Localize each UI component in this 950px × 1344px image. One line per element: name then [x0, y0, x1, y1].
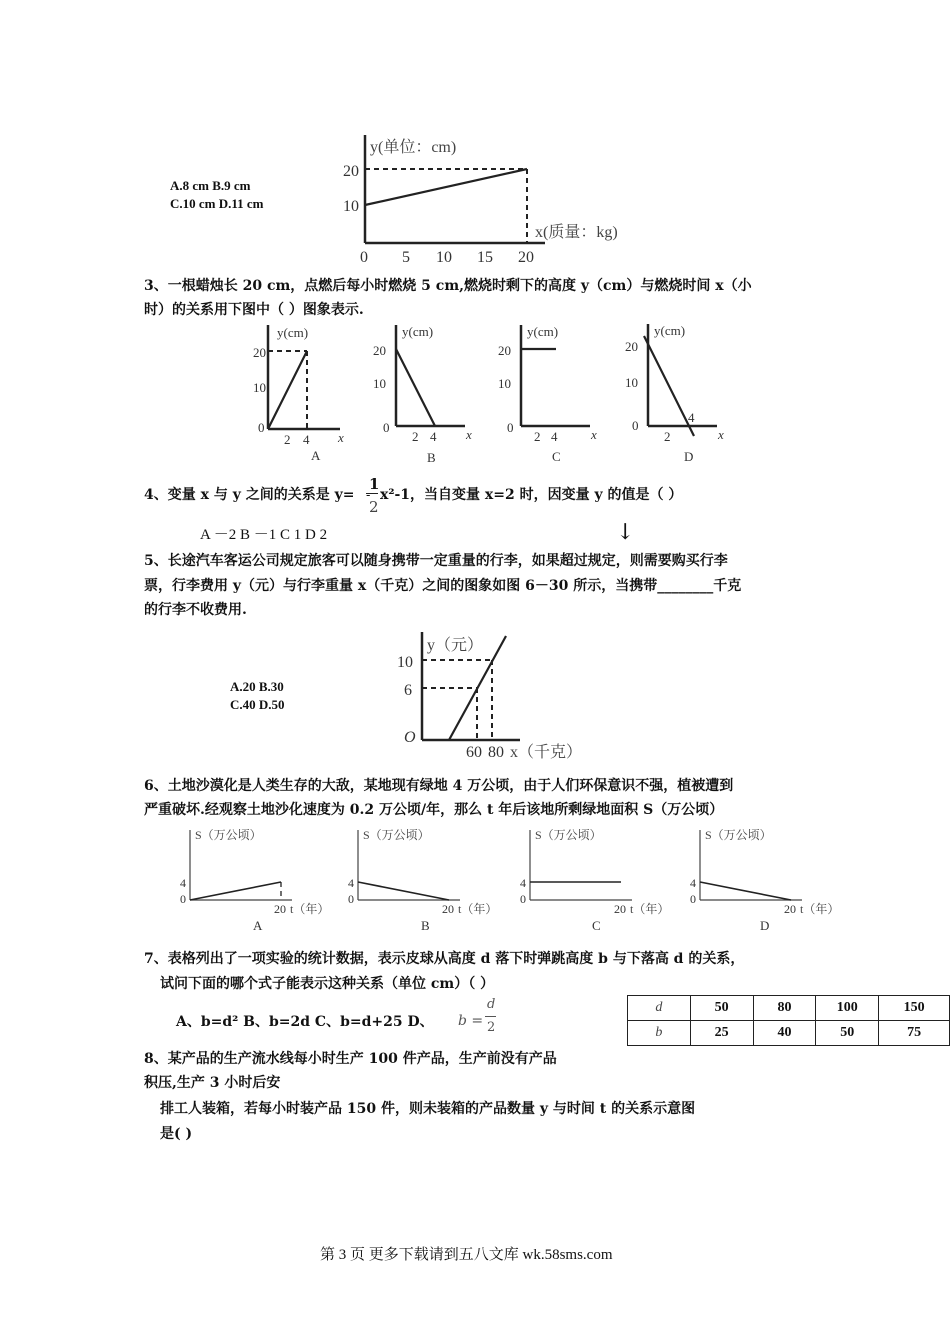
svg-text:0: 0 [507, 420, 514, 435]
q4-frac-num: 1 [369, 475, 380, 493]
svg-text:y(cm): y(cm) [654, 323, 686, 338]
svg-text:0: 0 [180, 892, 186, 906]
svg-text:4: 4 [551, 429, 558, 444]
q7-options: A、b=d² B、b=2d C、b=d+25 D、 [176, 1014, 434, 1030]
q5-line2: 票，行李费用 y（元）与行李重量 x（千克）之间的图象如图 6－30 所示，当携带________千克 [144, 578, 742, 594]
q4-frac-den: 2 [369, 498, 379, 516]
svg-text:4: 4 [430, 429, 437, 444]
q5-origin: O [404, 729, 416, 746]
q3-line1: 3、一根蜡烛长 20 cm，点燃后每小时燃烧 5 cm,燃烧时剩下的高度 y（cm）与燃烧时间 x（小 [144, 278, 752, 294]
q2-ytick-20: 20 [343, 163, 359, 180]
svg-text:4: 4 [688, 410, 695, 425]
page-footer: 第 3 页 更多下载请到五八文库 wk.58sms.com [320, 1247, 613, 1263]
svg-text:0: 0 [632, 418, 639, 433]
svg-text:x: x [591, 427, 597, 442]
svg-text:10: 10 [373, 376, 386, 391]
q7-optd-den: 2 [487, 1020, 496, 1035]
q4-options: A －2 B －1 C 1 D 2 [200, 527, 328, 543]
svg-text:t（年）: t（年） [630, 902, 670, 916]
svg-text:20: 20 [373, 343, 386, 358]
q5-xtick-80: 80 [488, 744, 504, 761]
q6-graph-c [520, 827, 669, 933]
q5-x-label: x（千克） [510, 744, 583, 761]
svg-text:t（年）: t（年） [800, 902, 840, 916]
q2-ytick-10: 10 [343, 198, 359, 215]
svg-text:x: x [466, 427, 472, 442]
q2-xtick-5: 5 [402, 249, 410, 266]
svg-text:4: 4 [348, 876, 354, 890]
q3-line2: 时）的关系用下图中（ ）图象表示. [144, 302, 364, 318]
q2-options-line1: A.8 cm B.9 cm [170, 178, 251, 193]
q6-letter-b: B [421, 918, 430, 933]
q7-optd-lhs: b = [458, 1013, 484, 1029]
table-cell: 50 [816, 1021, 879, 1046]
q6-graph-b [348, 827, 497, 933]
q4-suffix: x²-1，当自变量 x=2 时，因变量 y 的值是（ ） [380, 487, 683, 503]
svg-text:20: 20 [784, 902, 796, 916]
svg-text:2: 2 [664, 429, 671, 444]
table-cell: 40 [753, 1021, 816, 1046]
q7-line1: 7、表格列出了一项实验的统计数据，表示皮球从高度 d 落下时弹跳高度 b 与下落高 d 的关系， [144, 951, 745, 967]
q6-letter-a: A [253, 918, 263, 933]
down-arrow-icon: ↓ [616, 520, 635, 545]
q6-graph-a [180, 827, 329, 933]
svg-text:20: 20 [442, 902, 454, 916]
q2-xtick-10: 10 [436, 249, 452, 266]
q5-line3: 的行李不收费用. [144, 602, 247, 618]
q3-letter-a: A [311, 448, 321, 463]
q2-x-label: x(质量：kg) [535, 224, 618, 241]
svg-text:y(cm): y(cm) [527, 324, 559, 339]
q5-line1: 5、长途汽车客运公司规定旅客可以随身携带一定重量的行李，如果超过规定，则需要购买行李 [144, 553, 728, 569]
svg-text:0: 0 [383, 420, 390, 435]
table-cell: 75 [879, 1021, 950, 1046]
svg-text:y(cm): y(cm) [402, 324, 434, 339]
q5-options-line2: C.40 D.50 [230, 697, 285, 712]
table-cell: 150 [879, 996, 950, 1021]
table-cell: 50 [690, 996, 753, 1021]
q7-optd-bar [485, 1016, 496, 1017]
svg-text:S（万公顷）: S（万公顷） [705, 828, 772, 842]
q6-line2: 严重破坏.经观察土地沙化速度为 0.2 万公顷/年，那么 t 年后该地所剩绿地面积 S（万公顷） [144, 802, 724, 818]
svg-text:20: 20 [625, 339, 638, 354]
svg-text:20: 20 [614, 902, 626, 916]
svg-text:20: 20 [274, 902, 286, 916]
svg-text:0: 0 [690, 892, 696, 906]
svg-text:0: 0 [348, 892, 354, 906]
svg-text:2: 2 [412, 429, 419, 444]
q2-xtick-0: 0 [360, 249, 368, 266]
q4-prefix: 4、变量 x 与 y 之间的关系是 y= [144, 487, 355, 503]
svg-text:4: 4 [303, 432, 310, 447]
svg-text:4: 4 [180, 876, 186, 890]
svg-text:S（万公顷）: S（万公顷） [195, 828, 262, 842]
svg-text:2: 2 [534, 429, 541, 444]
q6-letter-d: D [760, 918, 770, 933]
svg-text:0: 0 [520, 892, 526, 906]
table-cell: 25 [690, 1021, 753, 1046]
table-cell: 100 [816, 996, 879, 1021]
svg-text:4: 4 [690, 876, 696, 890]
svg-text:x: x [718, 427, 724, 442]
svg-text:x: x [338, 430, 344, 445]
svg-text:S（万公顷）: S（万公顷） [535, 828, 602, 842]
q7-line2: 试问下面的哪个式子能表示这种关系（单位 cm）（ ） [160, 976, 495, 992]
q6-line1: 6、土地沙漠化是人类生存的大敌，某地现有绿地 4 万公顷，由于人们环保意识不强，植被遭到 [144, 778, 734, 794]
q2-y-label: y(单位：cm) [370, 139, 457, 156]
svg-text:10: 10 [253, 380, 266, 395]
q6-letter-c: C [592, 918, 601, 933]
q2-options-line2: C.10 cm D.11 cm [170, 196, 264, 211]
svg-text:10: 10 [498, 376, 511, 391]
table-row [628, 996, 950, 1021]
svg-text:t（年）: t（年） [290, 902, 330, 916]
q7-data-table [627, 995, 950, 1046]
q3-letter-c: C [552, 449, 561, 464]
q5-y-label: y（元） [427, 637, 484, 654]
table-row-label-d: d [628, 996, 691, 1021]
q7-optd-num: d [487, 997, 496, 1012]
q3-letter-d: D [684, 449, 694, 464]
svg-text:10: 10 [625, 375, 638, 390]
svg-text:20: 20 [253, 345, 266, 360]
q2-xtick-20: 20 [518, 249, 534, 266]
q8-line1: 8、某产品的生产流水线每小时生产 100 件产品，生产前没有产品 [144, 1051, 557, 1067]
svg-text:20: 20 [498, 343, 511, 358]
q2-xtick-15: 15 [477, 249, 493, 266]
svg-text:y(cm): y(cm) [277, 325, 309, 340]
q6-graph-d [690, 827, 839, 933]
q8-line3: 排工人装箱，若每小时装产品 150 件，则未装箱的产品数量 y 与时间 t 的关系示意图 [160, 1101, 696, 1117]
q8-line2: 积压,生产 3 小时后安 [144, 1075, 281, 1091]
table-row-label-b: b [628, 1021, 691, 1046]
svg-text:0: 0 [258, 420, 265, 435]
q5-options-line1: A.20 B.30 [230, 679, 284, 694]
svg-text:2: 2 [284, 432, 291, 447]
q3-letter-b: B [427, 450, 436, 465]
q4-sign: - [366, 488, 371, 503]
q5-ytick-6: 6 [404, 682, 412, 699]
q5-xtick-60: 60 [466, 744, 482, 761]
q5-ytick-10: 10 [397, 654, 413, 671]
svg-text:4: 4 [520, 876, 526, 890]
svg-text:S（万公顷）: S（万公顷） [363, 828, 430, 842]
q8-line4: 是( ) [160, 1126, 193, 1142]
svg-text:t（年）: t（年） [458, 902, 498, 916]
table-row [628, 1021, 950, 1046]
table-cell: 80 [753, 996, 816, 1021]
